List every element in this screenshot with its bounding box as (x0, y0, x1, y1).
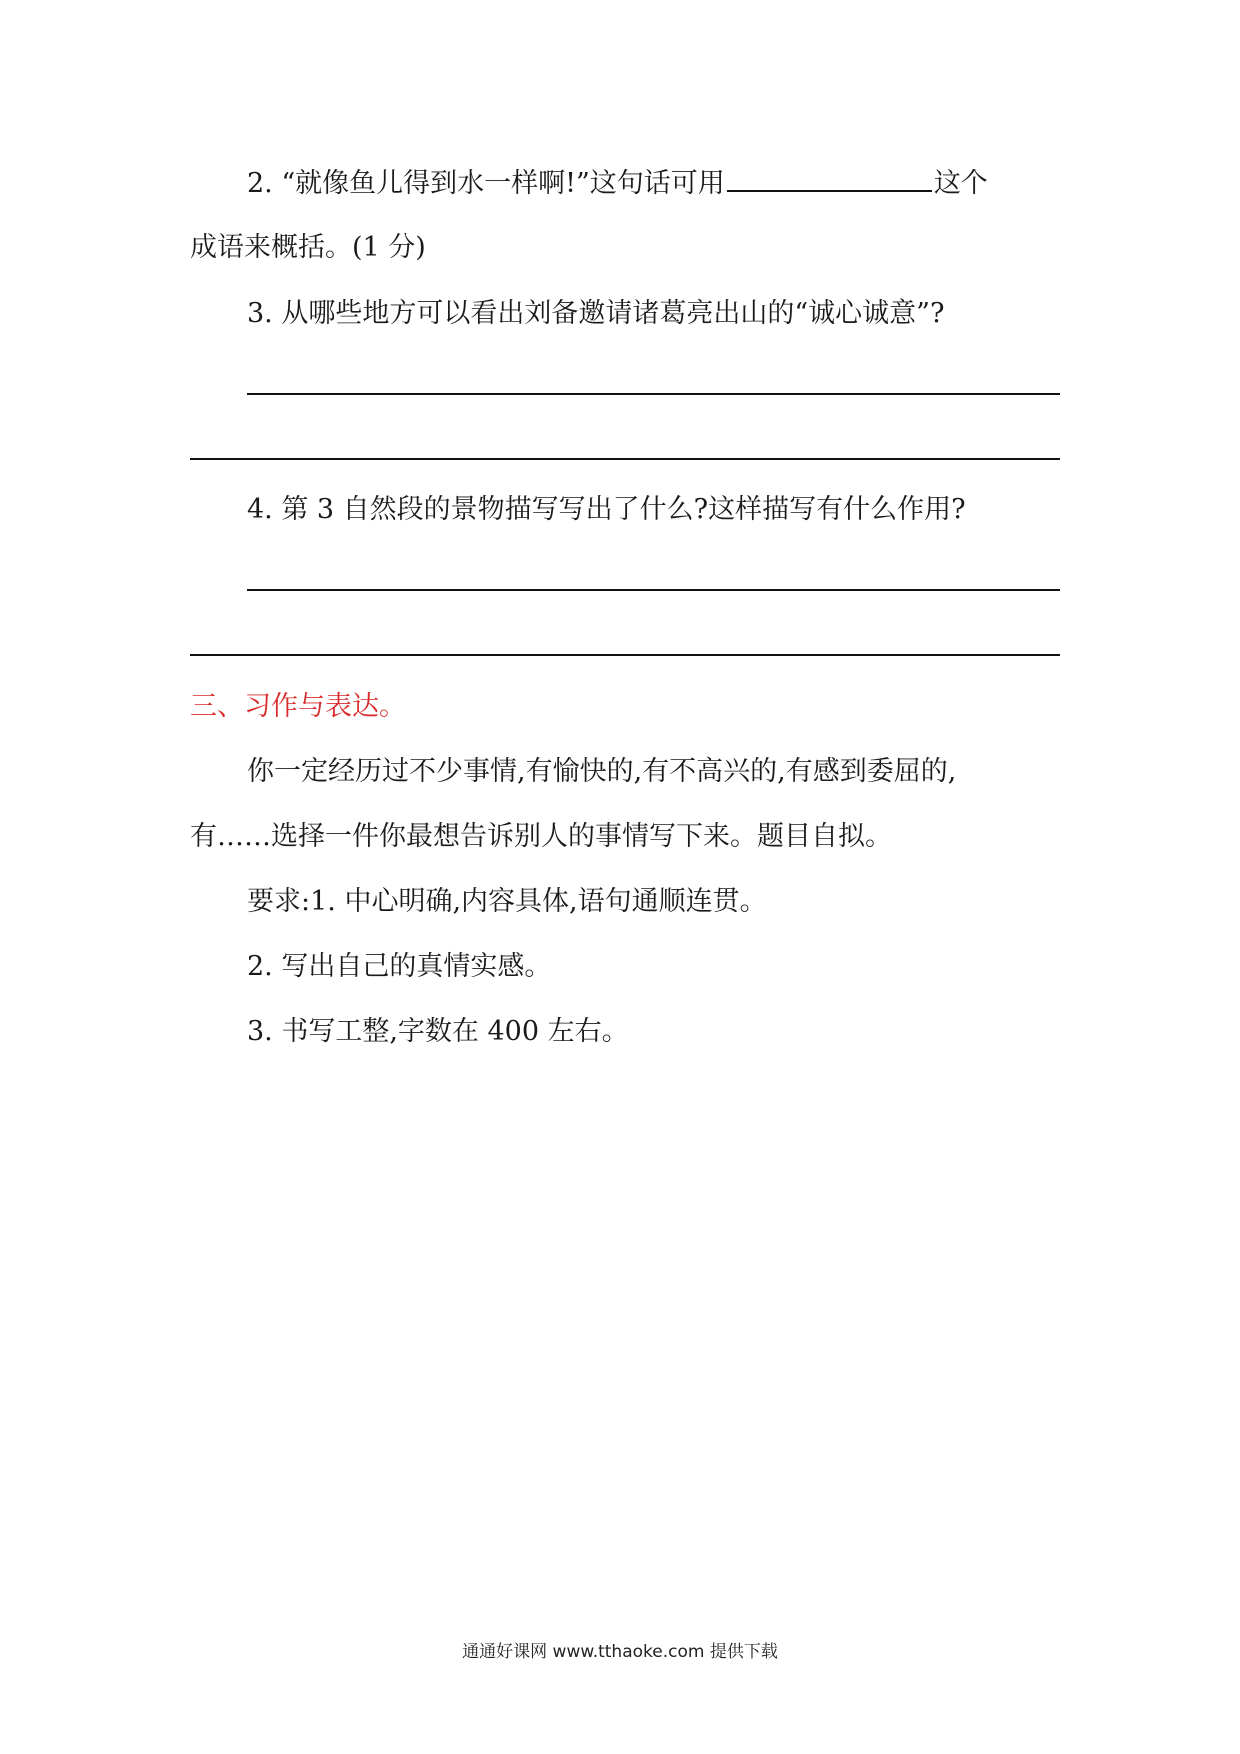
question-2-suffix: 这个 (933, 168, 988, 199)
page-footer: 通通好课网 www.tthaoke.com 提供下载 (462, 1642, 778, 1662)
requirement-3: 3. 书写工整,字数在 400 左右。 (247, 1016, 629, 1047)
section-3-title: 三、习作与表达。 (190, 691, 406, 722)
writing-prompt-line1: 你一定经历过不少事情,有愉快的,有不高兴的,有感到委屈的, (247, 756, 957, 787)
question-4-text: 4. 第 3 自然段的景物描写写出了什么?这样描写有什么作用? (247, 494, 966, 525)
writing-prompt-line2: 有……选择一件你最想告诉别人的事情写下来。题目自拟。 (190, 821, 892, 852)
requirement-2: 2. 写出自己的真情实感。 (247, 951, 552, 982)
question-4-answer-line-2[interactable] (190, 654, 1060, 656)
question-2-line2: 成语来概括。(1 分) (190, 232, 426, 263)
question-3-answer-line-1[interactable] (247, 393, 1060, 395)
question-3-answer-line-2[interactable] (190, 458, 1060, 460)
question-2-answer-blank[interactable] (727, 166, 932, 192)
question-2-prefix: 2. “就像鱼儿得到水一样啊!”这句话可用 (247, 168, 725, 199)
question-2-line1 (247, 166, 988, 201)
requirement-1: 要求:1. 中心明确,内容具体,语句通顺连贯。 (247, 886, 767, 917)
question-3-text: 3. 从哪些地方可以看出刘备邀请诸葛亮出山的“诚心诚意”? (247, 298, 945, 329)
question-4-answer-line-1[interactable] (247, 589, 1060, 591)
